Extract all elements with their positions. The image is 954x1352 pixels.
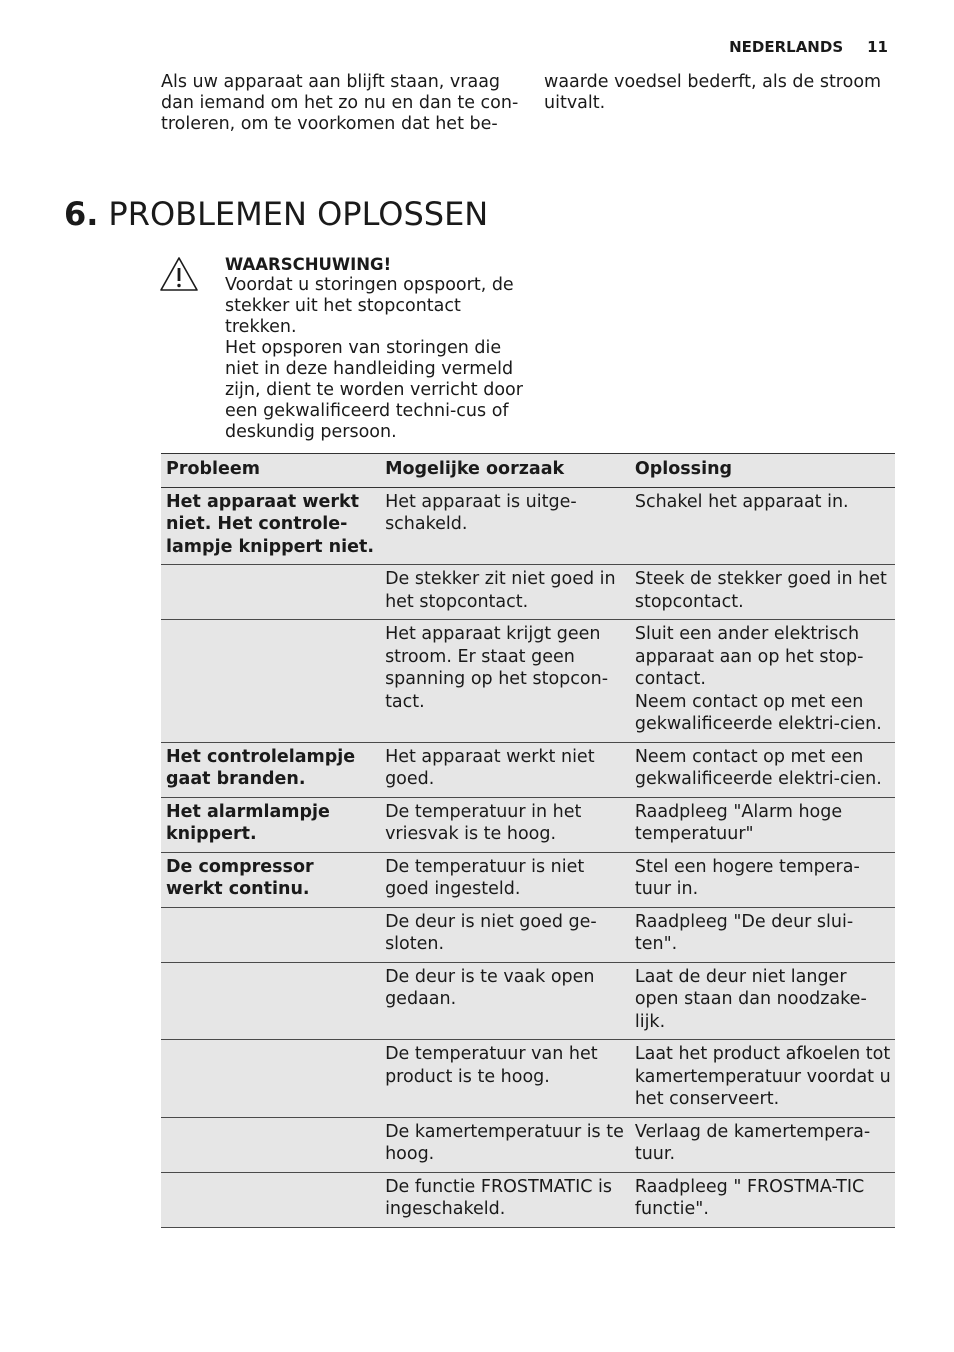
warning-triangle-icon xyxy=(159,256,199,292)
cause-cell: De kamertemperatuur is te hoog. xyxy=(380,1117,630,1172)
header-solution: Oplossing xyxy=(630,454,895,488)
problem-cell xyxy=(161,962,380,1040)
solution-cell xyxy=(630,620,895,743)
intro-column-right xyxy=(544,72,889,114)
troubleshooting-table xyxy=(161,453,895,1228)
cause-cell: De stekker zit niet goed in het stopcontact. xyxy=(380,565,630,620)
table-row xyxy=(161,565,895,620)
cause-cell: Het apparaat is uitge-schakeld. xyxy=(380,487,630,565)
table-row xyxy=(161,620,895,743)
intro-text-left: Als uw apparaat aan blijft staan, vraag dan iemand om het zo nu en dan te con-troleren, om te voorkomen dat het be- xyxy=(161,72,519,134)
cause-cell: Het apparaat werkt niet goed. xyxy=(380,742,630,797)
cause-cell: De temperatuur in het vriesvak is te hoog. xyxy=(380,797,630,852)
table-row xyxy=(161,907,895,962)
header-cause: Mogelijke oorzaak xyxy=(380,454,630,488)
solution-cell: Raadpleeg " FROSTMA-TIC functie". xyxy=(630,1172,895,1227)
problem-cell xyxy=(161,1172,380,1227)
problem-cell xyxy=(161,907,380,962)
problem-cell xyxy=(161,565,380,620)
table-row xyxy=(161,797,895,852)
cause-cell: Het apparaat krijgt geen stroom. Er staat geen spanning op het stopcon-tact. xyxy=(380,620,630,743)
problem-cell: Het apparaat werkt niet. Het controle-lampje knippert niet. xyxy=(161,487,380,565)
warning-block xyxy=(225,254,525,443)
solution-cell: Schakel het apparaat in. xyxy=(630,487,895,565)
solution-cell: Verlaag de kamertempera-tuur. xyxy=(630,1117,895,1172)
warning-text-1: Voordat u storingen opspoort, de stekker uit het stopcontact trekken. xyxy=(225,275,514,337)
solution-cell: Stel een hogere tempera-tuur in. xyxy=(630,852,895,907)
problem-cell: Het alarmlampje knippert. xyxy=(161,797,380,852)
intro-column-left xyxy=(161,72,521,135)
page-number: 11 xyxy=(867,38,888,56)
table-row xyxy=(161,1117,895,1172)
problem-cell xyxy=(161,1117,380,1172)
intro-text-right: waarde voedsel bederft, als de stroom uitvalt. xyxy=(544,72,882,113)
page-header xyxy=(729,38,888,56)
solution-line: Neem contact op met een gekwalificeerde elektri-cien. xyxy=(634,691,882,734)
cause-cell: De temperatuur van het product is te hoog. xyxy=(380,1040,630,1118)
solution-cell: Laat het product afkoelen tot kamertemperatuur voordat u het conserveert. xyxy=(630,1040,895,1118)
cause-cell: De functie FROSTMATIC is ingeschakeld. xyxy=(380,1172,630,1227)
cause-cell: De temperatuur is niet goed ingesteld. xyxy=(380,852,630,907)
section-heading xyxy=(64,194,488,234)
problem-cell xyxy=(161,620,380,743)
solution-cell: Laat de deur niet langer open staan dan noodzake-lijk. xyxy=(630,962,895,1040)
section-title: PROBLEMEN OPLOSSEN xyxy=(108,195,489,233)
solution-line: Sluit een ander elektrisch apparaat aan op het stop-contact. xyxy=(634,624,864,689)
table-header-row xyxy=(161,454,895,488)
table-row xyxy=(161,852,895,907)
cause-cell: De deur is niet goed ge-sloten. xyxy=(380,907,630,962)
section-number: 6. xyxy=(64,195,99,233)
table-row xyxy=(161,1040,895,1118)
problem-cell: Het controlelampje gaat branden. xyxy=(161,742,380,797)
solution-cell: Steek de stekker goed in het stopcontact. xyxy=(630,565,895,620)
solution-cell: Raadpleeg "De deur slui-ten". xyxy=(630,907,895,962)
header-language: NEDERLANDS xyxy=(729,38,844,56)
cause-cell: De deur is te vaak open gedaan. xyxy=(380,962,630,1040)
solution-cell: Raadpleeg "Alarm hoge temperatuur" xyxy=(630,797,895,852)
problem-cell: De compressor werkt continu. xyxy=(161,852,380,907)
warning-title: WAARSCHUWING! xyxy=(225,255,392,274)
table-row xyxy=(161,962,895,1040)
solution-cell: Neem contact op met een gekwalificeerde elektri-cien. xyxy=(630,742,895,797)
table-row xyxy=(161,487,895,565)
problem-cell xyxy=(161,1040,380,1118)
warning-text-2: Het opsporen van storingen die niet in deze handleiding vermeld zijn, dient te worden verricht door een gekwalificeerd techni-cus of deskundig persoon. xyxy=(225,338,523,442)
table-row xyxy=(161,742,895,797)
table-row xyxy=(161,1172,895,1227)
header-problem: Probleem xyxy=(161,454,380,488)
